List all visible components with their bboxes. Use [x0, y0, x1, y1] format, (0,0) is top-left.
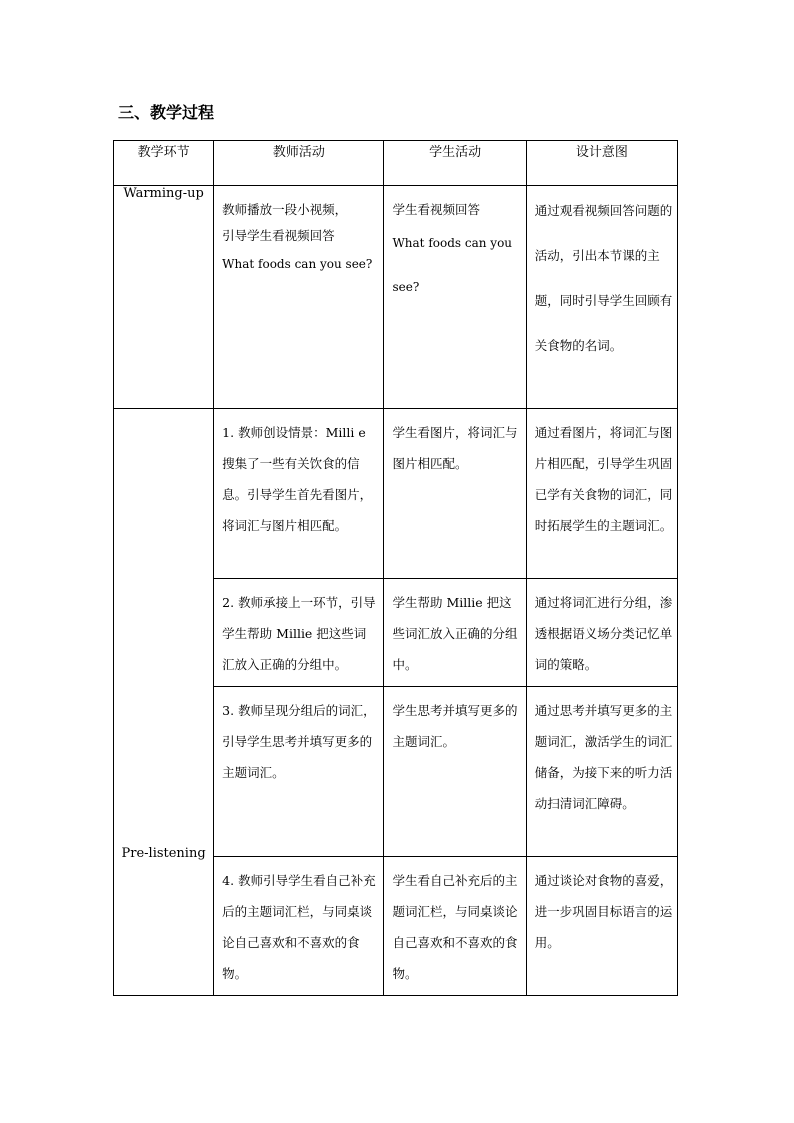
prelistening-1-student-text: 学生看图片，将词汇与图片相匹配。 — [392, 425, 518, 471]
prelistening-2-student-text: 学生帮助 Millie 把这些词汇放入正确的分组中。 — [392, 595, 518, 672]
header-stage: 教学环节 — [114, 141, 214, 186]
prelistening-3-teacher-text: 3. 教师呈现分组后的词汇，引导学生思考并填写更多的主题词汇。 — [222, 703, 376, 780]
header-design-intent: 设计意图 — [526, 141, 677, 186]
warmup-student-cell — [384, 186, 526, 409]
header-student-activity: 学生活动 — [384, 141, 526, 186]
warmup-intent: 通过观看视频回答问题的活动，引出本节课的主题，同时引导学生回顾有关食物的名词。 — [534, 203, 673, 353]
table-header-row — [114, 141, 678, 186]
prelistening-1-teacher-text: 1. 教师创设情景：Milli e 搜集了一些有关饮食的信息。引导学生首先看图片，将词汇与图片相匹配。 — [222, 425, 373, 533]
warmup-student-question: What foods can you see? — [392, 236, 513, 294]
prelistening-2-student — [384, 579, 526, 687]
prelistening-3-teacher — [214, 687, 384, 857]
prelistening-1-teacher — [214, 409, 384, 579]
warmup-teacher-line2: 引导学生看视频回答 — [222, 228, 335, 243]
warmup-teacher-line1: 教师播放一段小视频， — [222, 202, 348, 217]
warmup-teacher-question: What foods can you see? — [222, 257, 373, 271]
table-row-warmup — [114, 186, 678, 409]
header-teacher-activity: 教师活动 — [214, 141, 384, 186]
warmup-teacher-cell — [214, 186, 384, 409]
prelistening-2-intent — [526, 579, 677, 687]
prelistening-3-student-text: 学生思考并填写更多的主题词汇。 — [392, 703, 518, 749]
prelistening-4-intent-text: 通过谈论对食物的喜爱，进一步巩固目标语言的运用。 — [534, 873, 673, 950]
stage-warming-up: Warming-up — [114, 186, 214, 409]
warmup-student-line1: 学生看视频回答 — [392, 202, 480, 217]
prelistening-4-student-text: 学生看自己补充后的主题词汇栏，与同桌谈论自己喜欢和不喜欢的食物。 — [392, 873, 518, 981]
prelistening-2-teacher — [214, 579, 384, 687]
prelistening-3-intent-text: 通过思考并填写更多的主题词汇，激活学生的词汇储备，为接下来的听力活动扫清词汇障碍。 — [534, 703, 673, 811]
prelistening-1-student — [384, 409, 526, 579]
warmup-intent-cell — [526, 186, 677, 409]
table-row-prelistening-1 — [114, 409, 678, 579]
stage-pre-listening-label: Pre-listening — [121, 846, 206, 861]
teaching-process-table — [113, 140, 678, 996]
prelistening-2-teacher-text: 2. 教师承接上一环节，引导学生帮助 Millie 把这些词汇放入正确的分组中。 — [222, 595, 376, 672]
prelistening-1-intent — [526, 409, 677, 579]
prelistening-4-student — [384, 857, 526, 996]
prelistening-4-intent — [526, 857, 677, 996]
prelistening-2-intent-text: 通过将词汇进行分组，渗透根据语义场分类记忆单词的策略。 — [534, 595, 673, 672]
prelistening-3-intent — [526, 687, 677, 857]
prelistening-4-teacher — [214, 857, 384, 996]
prelistening-4-teacher-text: 4. 教师引导学生看自己补充后的主题词汇栏，与同桌谈论自己喜欢和不喜欢的食物。 — [222, 873, 376, 981]
prelistening-3-student — [384, 687, 526, 857]
prelistening-1-intent-text: 通过看图片，将词汇与图片相匹配，引导学生巩固已学有关食物的词汇，同时拓展学生的主题词汇。 — [534, 425, 673, 533]
stage-pre-listening — [114, 409, 214, 996]
section-title: 三、教学过程 — [118, 103, 215, 122]
